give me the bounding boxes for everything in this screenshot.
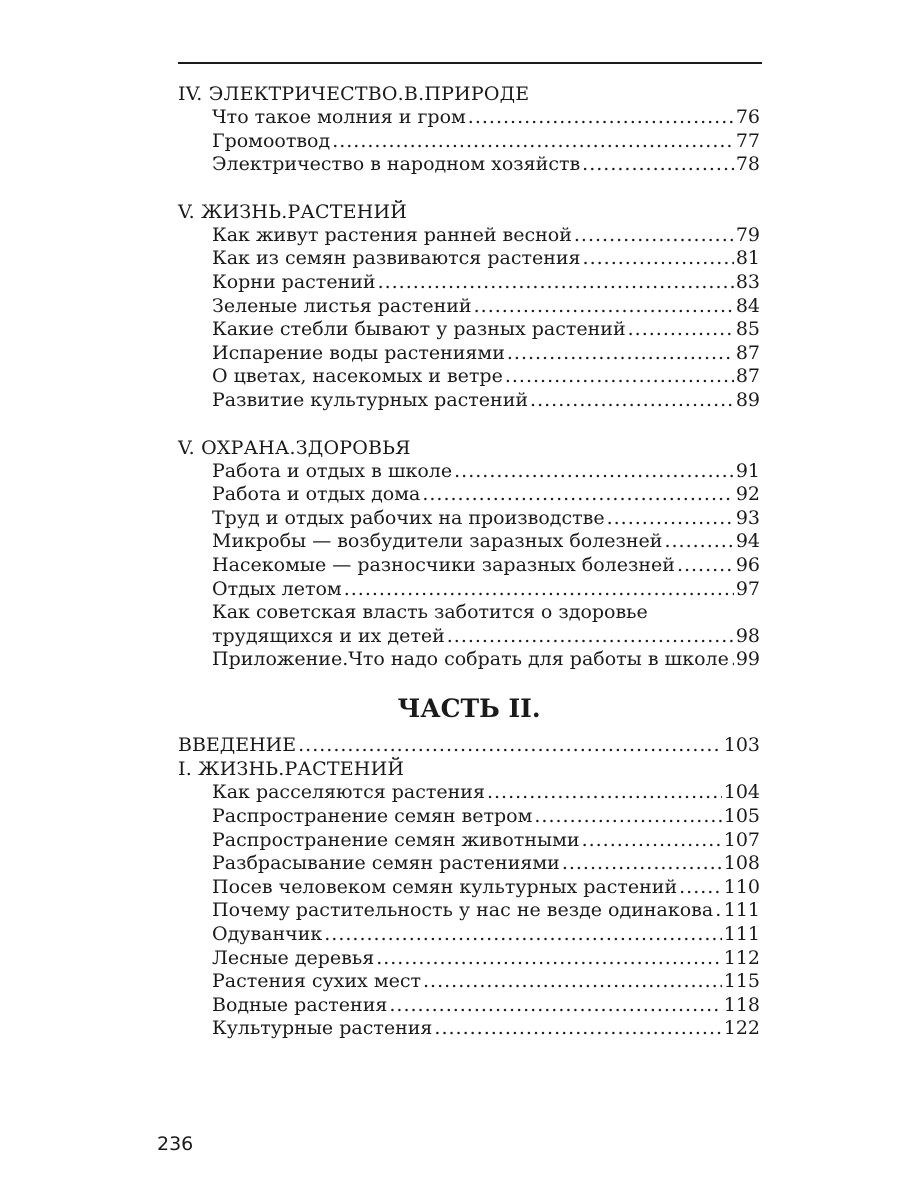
spacer <box>178 177 760 200</box>
entry-title: Насекомые — разносчики заразных болезней <box>212 553 675 576</box>
toc-entry <box>178 271 760 295</box>
entry-page: 79 <box>735 223 760 246</box>
entry-title: Как расселяются растения <box>212 781 485 804</box>
toc-entry <box>178 530 760 554</box>
toc-section <box>178 200 760 413</box>
toc-entry <box>178 876 760 900</box>
dot-leader <box>468 106 734 130</box>
toc-entry <box>178 923 760 947</box>
toc-entry <box>178 295 760 319</box>
entry-title: Как советская власть заботится о здоровье <box>212 601 648 624</box>
toc-entry <box>178 318 760 342</box>
entry-page: 77 <box>735 129 760 152</box>
toc-entry <box>178 554 760 578</box>
toc-entry <box>178 601 760 648</box>
entry-title: Приложение.Что надо собрать для работы в школе <box>212 648 729 671</box>
dot-leader <box>332 130 734 154</box>
entry-title: Электричество в народном хозяйств <box>212 153 581 176</box>
dot-leader <box>677 554 734 578</box>
dot-leader <box>378 271 734 295</box>
toc-entry <box>178 342 760 366</box>
toc-entry <box>178 781 760 805</box>
entry-title: Зеленые листья растений <box>212 294 472 317</box>
toc-entry <box>178 153 760 177</box>
dot-leader <box>376 947 722 971</box>
dot-leader <box>715 899 722 923</box>
entry-page: 111 <box>723 899 760 922</box>
entry-page: 115 <box>723 970 760 993</box>
entry-page: 87 <box>735 365 760 388</box>
toc-entry <box>178 507 760 531</box>
page-number: 236 <box>157 1133 194 1155</box>
entry-title: Работа и отдых дома <box>212 483 421 506</box>
entry-title: Громоотвод <box>212 129 331 152</box>
table-of-contents <box>178 82 760 1041</box>
entry-title: Почему растительность у нас не везде одинакова <box>212 899 714 922</box>
entry-page: 99 <box>735 648 760 671</box>
entry-page: 78 <box>735 153 760 176</box>
dot-leader <box>298 734 722 758</box>
entry-page: 92 <box>735 483 760 506</box>
entry-page: 111 <box>723 923 760 946</box>
entry-title: Какие стебли бывают у разных растений <box>212 318 626 341</box>
entry-page: 85 <box>735 318 760 341</box>
dot-leader <box>562 852 722 876</box>
entry-title: Разбрасывание семян растениями <box>212 852 560 875</box>
dot-leader <box>454 460 734 484</box>
dot-leader <box>507 342 734 366</box>
toc-entry <box>178 947 760 971</box>
toc-entry <box>178 899 760 923</box>
entry-page: 108 <box>723 852 760 875</box>
toc-entry <box>178 247 760 271</box>
entry-title-continuation <box>212 625 760 649</box>
toc-entry <box>178 1017 760 1041</box>
dot-leader <box>664 530 733 554</box>
dot-leader <box>505 365 734 389</box>
toc-entry <box>178 460 760 484</box>
entry-page: 94 <box>735 530 760 553</box>
section-heading: I. ЖИЗНЬ.РАСТЕНИЙ <box>178 758 405 781</box>
dot-leader <box>679 876 722 900</box>
entry-title: Посев человеком семян культурных растений <box>212 875 678 898</box>
entry-title: Микробы — возбудители заразных болезней <box>212 530 663 553</box>
entry-title: Развитие культурных растений <box>212 388 529 411</box>
entry-page: 107 <box>723 828 760 851</box>
entry-page: 83 <box>735 270 760 293</box>
entry-page: 98 <box>735 624 760 647</box>
dot-leader <box>474 295 734 319</box>
dot-leader <box>389 994 721 1018</box>
entry-title: Что такое молния и гром <box>212 106 466 128</box>
toc-entry <box>178 805 760 829</box>
entry-title: Одуванчик <box>212 923 323 946</box>
top-rule <box>178 62 762 64</box>
entry-page: 104 <box>723 781 760 804</box>
toc-entry <box>178 130 760 154</box>
entry-page: 118 <box>723 993 760 1016</box>
entry-page: 81 <box>735 247 760 270</box>
dot-leader <box>422 483 733 507</box>
toc-entry <box>178 224 760 248</box>
entry-title: ВВЕДЕНИЕ <box>178 733 297 756</box>
entry-title-line2: трудящихся и их детей <box>212 624 445 647</box>
entry-title: Распространение семян ветром <box>212 805 533 828</box>
spacer <box>178 413 760 436</box>
entry-page: 76 <box>735 106 760 128</box>
entry-title: Растения сухих мест <box>212 970 421 993</box>
entry-title: Распространение семян животными <box>212 828 580 851</box>
dot-leader <box>434 1017 721 1041</box>
entry-title: Работа и отдых в школе <box>212 459 453 482</box>
section-heading: IV. ЭЛЕКТРИЧЕСТВО.В.ПРИРОДЕ <box>178 83 530 105</box>
entry-page: 96 <box>735 553 760 576</box>
dot-leader <box>344 578 734 602</box>
entry-title: Отдых летом <box>212 577 342 600</box>
toc-entry <box>178 648 760 672</box>
toc-entry <box>178 829 760 853</box>
entry-page: 103 <box>723 733 760 756</box>
dot-leader <box>628 318 734 342</box>
dot-leader <box>731 648 734 672</box>
entry-title: О цветах, насекомых и ветре <box>212 365 503 388</box>
dot-leader <box>487 781 722 805</box>
toc-entry <box>178 389 760 413</box>
dot-leader <box>583 247 734 271</box>
toc-entry <box>178 106 760 130</box>
dot-leader <box>534 805 721 829</box>
entry-title: Корни растений <box>212 270 376 293</box>
dot-leader <box>423 970 722 994</box>
entry-page: 84 <box>735 294 760 317</box>
dot-leader <box>582 153 734 177</box>
dot-leader <box>582 829 722 853</box>
entry-title: Как из семян развиваются растения <box>212 247 581 270</box>
toc-entry <box>178 994 760 1018</box>
dot-leader <box>447 625 734 649</box>
toc-entry <box>178 970 760 994</box>
entry-page: 93 <box>735 506 760 529</box>
entry-page: 89 <box>735 388 760 411</box>
dot-leader <box>530 389 734 413</box>
part-title: ЧАСТЬ II. <box>397 693 541 723</box>
section-heading: V. ЖИЗНЬ.РАСТЕНИЙ <box>178 200 408 223</box>
entry-page: 105 <box>723 805 760 828</box>
entry-title: Культурные растения <box>212 1017 433 1040</box>
dot-leader <box>574 224 734 248</box>
toc-section <box>178 436 760 672</box>
toc-entry-intro <box>178 734 760 758</box>
entry-title: Как живут растения ранней весной <box>212 223 572 246</box>
entry-page: 97 <box>735 577 760 600</box>
toc-entry <box>178 852 760 876</box>
toc-entry <box>178 483 760 507</box>
spacer <box>178 672 760 686</box>
entry-title: Труд и отдых рабочих на производстве <box>212 506 605 529</box>
dot-leader <box>607 507 734 531</box>
entry-page: 122 <box>723 1017 760 1040</box>
entry-title: Лесные деревья <box>212 946 375 969</box>
entry-title: Испарение воды растениями <box>212 341 505 364</box>
entry-title: Водные растения <box>212 993 388 1016</box>
dot-leader <box>324 923 721 947</box>
toc-section <box>178 82 760 177</box>
entry-page: 87 <box>735 341 760 364</box>
entry-page: 110 <box>723 875 760 898</box>
toc-entry <box>178 578 760 602</box>
entry-page: 112 <box>723 946 760 969</box>
toc-entry <box>178 365 760 389</box>
section-heading: V. ОХРАНА.ЗДОРОВЬЯ <box>178 436 411 459</box>
entry-page: 91 <box>735 459 760 482</box>
